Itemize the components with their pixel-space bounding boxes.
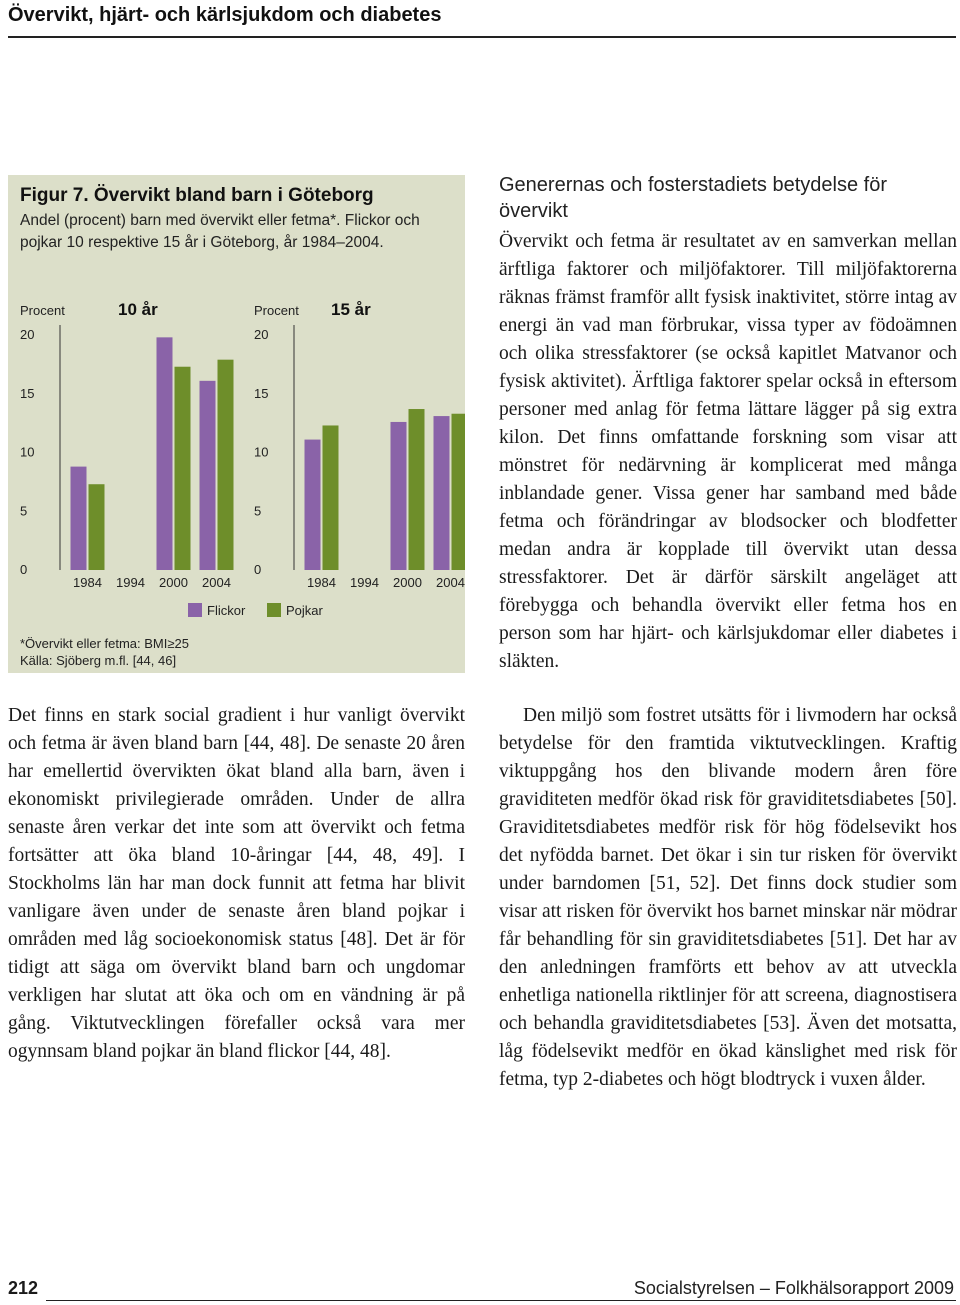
x-tick-label: 1984	[73, 575, 102, 590]
x-tick-label: 2004	[436, 575, 465, 590]
figure-box	[8, 175, 465, 673]
panel-title: 15 år	[331, 300, 371, 319]
y-tick-label: 20	[20, 327, 35, 342]
figure-chart	[8, 175, 465, 673]
y-tick-label: 10	[20, 444, 35, 460]
y-tick-label: 0	[254, 562, 262, 577]
footer-source: Socialstyrelsen – Folkhälsorapport 2009	[633, 1278, 954, 1298]
y-tick-label: 20	[254, 327, 269, 342]
x-tick-label: 2000	[159, 575, 188, 590]
running-header: Övervikt, hjärt- och kärlsjukdom och diabetes	[8, 4, 442, 26]
right-body-paragraph-2: Den miljö som fostret utsätts för i livmodern har också betydelse för den framtida viktutvecklingen. Kraftig viktuppgång hos den blivande modern åren före graviditeten medför ökad risk för graviditetsdiabetes [50]. Graviditetsdiabetes medför risk för hög födelsevikt hos det nyfödda barnet. Det ökar i sin tur risken för övervikt under barndomen [51, 52]. Det finns dock studier som visar att risken för övervikt hos barnet minskar när mödrar får behandling för sin graviditetsdiabetes [51]. Det har av den anledningen framförts ett behov av att utveckla enhetliga nationella riktlinjer för att screena, diagnostisera och behandla graviditetsdiabetes [53]. Även det motsatta, låg födelsevikt medför en ökad känslighet med risk för fetma, typ 2-diabetes och högt blodtryck i vuxen ålder.	[499, 705, 957, 1090]
y-tick-label: 0	[20, 562, 28, 577]
bar-pojkar	[218, 360, 234, 570]
left-body-text: Det finns en stark social gradient i hur vanligt övervikt och fetma är även bland barn [44, 48]. De senaste 20 åren har emellertid övervikten ökat bland alla barn, även i ekonomiskt privilegierade områden. Under de allra senaste åren verkar det inte som att övervikt och fetma fortsätter att öka bland 10-åringar [44, 48, 49]. I Stockholms län har man dock funnit att fetma har blivit vanligare även under de senaste åren bland pojkar i områden med låg socioekonomisk status [48]. Det är för tidigt att säga om övervikt bland barn och ungdomar verkligen har slutat att öka och om en vändning är på gång. Viktutvecklingen förefaller också vara mer ogynnsam bland pojkar än bland flickor [44, 48].	[8, 705, 465, 1062]
y-tick-label: 5	[254, 503, 262, 519]
section-heading: Generernas och fosterstadiets betydelse för övervikt	[499, 174, 887, 222]
figure-notes	[20, 635, 460, 669]
bar-flickor	[157, 337, 173, 570]
bar-pojkar	[323, 425, 339, 570]
page-number: 212	[8, 1278, 39, 1298]
figure-footnote: *Övervikt eller fetma: BMI≥25	[20, 636, 189, 651]
y-tick-label: 15	[20, 385, 35, 401]
footer-rule	[46, 1300, 956, 1301]
y-axis-label: Procent	[20, 303, 65, 318]
y-tick-label: 15	[254, 385, 269, 401]
bar-flickor	[391, 422, 407, 570]
panel-title: 10 år	[118, 300, 158, 319]
bar-pojkar	[89, 484, 105, 570]
x-tick-label: 1994	[350, 575, 379, 590]
bar-pojkar	[175, 367, 191, 570]
right-body-paragraph-1: Övervikt och fetma är resultatet av en samverkan mellan ärftliga faktorer och miljöfaktorer. Till miljöfaktorerna räknas främst framför allt fysisk inaktivitet, större intag av energi än vad man förbrukar, vissa typer av födoämnen och olika stressfaktorer (se också kapitlet Matvanor och fysisk aktivitet). Ärftliga faktorer spelar också in eftersom personer med anlag för fetma lättare lägger på sig extra kilon. Det finns omfattande forskning som visar att mönstret för nedärvning är komplicerat med många inblandade gener. Vissa gener har samband med både fetma och förändringar av blodsocker och blodfetter medan andra är kopplade till övervikt utan dessa stressfaktorer. Det är därför särskilt angeläget att förebygga och behandla övervikt eller fetma hos en person som har hjärt- och kärlsjukdomar eller diabetes i släkten.	[499, 231, 957, 672]
y-axis-label: Procent	[254, 303, 299, 318]
bar-flickor	[200, 381, 216, 570]
legend-swatch-flickor	[188, 603, 202, 617]
figure-subtitle: Andel (procent) barn med övervikt eller fetma*. Flickor och pojkar 10 respektive 15 år i Göteborg, år 1984–2004.	[20, 212, 420, 251]
x-tick-label: 2000	[393, 575, 422, 590]
y-tick-label: 10	[254, 444, 269, 460]
y-tick-label: 5	[20, 503, 28, 519]
bar-pojkar	[409, 409, 425, 570]
figure-source: Källa: Sjöberg m.fl. [44, 46]	[20, 653, 177, 668]
x-tick-label: 1994	[116, 575, 145, 590]
legend-label-flickor: Flickor	[207, 603, 246, 618]
header-rule	[8, 36, 956, 38]
legend-swatch-pojkar	[267, 603, 281, 617]
bar-flickor	[71, 467, 87, 570]
x-tick-label: 2004	[202, 575, 231, 590]
legend-label-pojkar: Pojkar	[286, 603, 323, 618]
figure-title: Figur 7. Övervikt bland barn i Göteborg	[20, 185, 374, 206]
bar-flickor	[434, 416, 450, 570]
bar-flickor	[305, 440, 321, 570]
x-tick-label: 1984	[307, 575, 336, 590]
bar-pojkar	[452, 414, 466, 570]
